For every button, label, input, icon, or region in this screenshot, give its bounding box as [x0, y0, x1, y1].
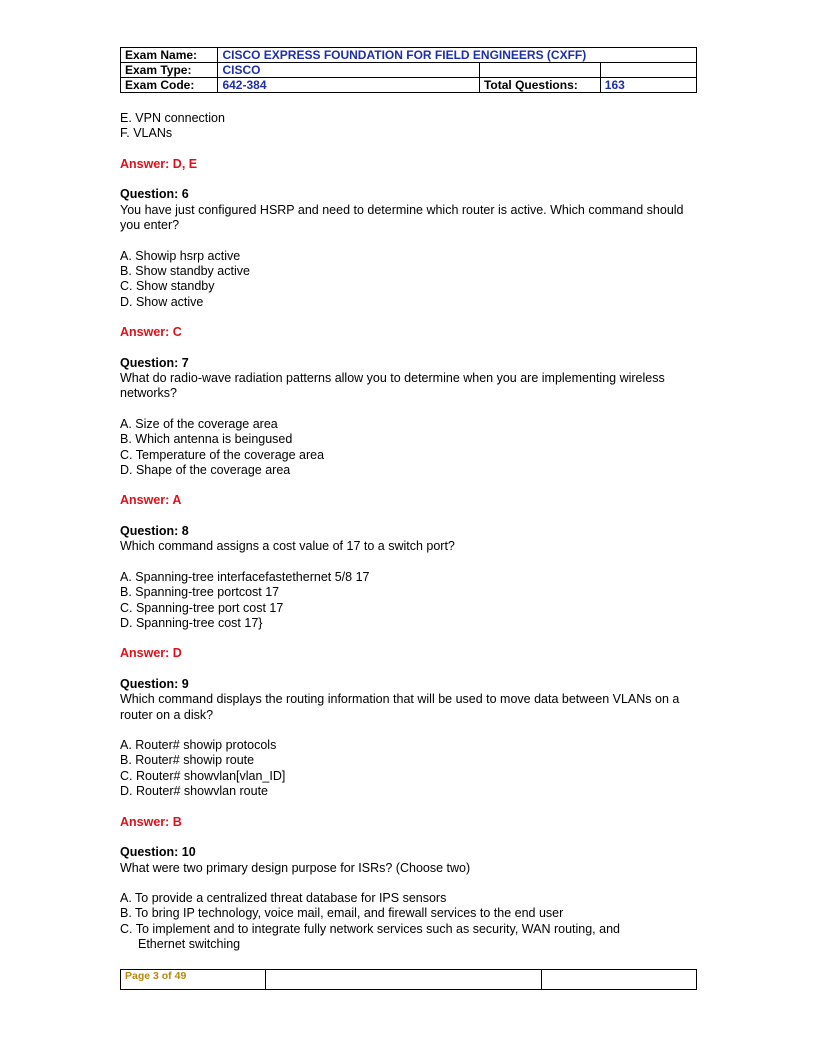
q6-option-c: C. Show standby	[120, 279, 215, 294]
exam-code-label: Exam Code:	[121, 78, 218, 93]
q7-option-d: D. Shape of the coverage area	[120, 462, 291, 477]
q8-option-c: C. Spanning-tree port cost 17	[120, 600, 284, 615]
q6-option-a: A. Showip hsrp active	[120, 248, 241, 263]
question-8-label: Question: 8	[120, 524, 189, 539]
question-7-text: What do radio-wave radiation patterns allow you to determine when you are implementing wireless networks?	[120, 371, 665, 401]
q7-option-b: B. Which antenna is beingused	[120, 432, 293, 447]
exam-type-value: CISCO	[218, 63, 480, 78]
question-9-text: Which command displays the routing information that will be used to move data between VLANs on a router on a disk?	[120, 692, 680, 722]
q10-option-b: B. To bring IP technology, voice mail, email, and firewall services to the end user	[120, 906, 564, 921]
q9-option-d: D. Router# showvlan route	[120, 784, 268, 799]
q9-option-c: C. Router# showvlan[vlan_ID]	[120, 768, 286, 783]
q8-option-d: D. Spanning-tree cost 17}	[120, 615, 263, 630]
exam-type-label: Exam Type:	[121, 63, 218, 78]
exam-header-table	[120, 47, 697, 93]
exam-name-label: Exam Name:	[121, 48, 218, 63]
option-e: E. VPN connection	[120, 111, 225, 125]
page-footer-table	[120, 969, 697, 990]
page-number: Page 3 of 49	[121, 970, 266, 990]
q9-option-b: B. Router# showip route	[120, 753, 255, 768]
footer-empty-cell	[542, 970, 697, 990]
total-questions-value: 163	[600, 78, 696, 93]
option-f: F. VLANs	[120, 126, 173, 141]
answer-q7: Answer: A	[120, 493, 182, 508]
q8-option-b: B. Spanning-tree portcost 17	[120, 585, 280, 600]
exam-code-value: 642-384	[218, 78, 480, 93]
question-10-text: What were two primary design purpose for ISRs? (Choose two)	[120, 860, 471, 875]
question-6-text: You have just configured HSRP and need to determine which router is active. Which command should you enter?	[120, 202, 684, 233]
header-empty-cell	[479, 63, 600, 78]
total-questions-label: Total Questions:	[479, 78, 600, 93]
footer-empty-cell	[266, 970, 542, 990]
q7-option-c: C. Temperature of the coverage area	[120, 447, 325, 462]
question-6-label: Question: 6	[120, 187, 189, 202]
question-10-label: Question: 10	[120, 845, 196, 860]
document-body	[120, 111, 700, 952]
q7-option-a: A. Size of the coverage area	[120, 416, 278, 431]
q6-option-b: B. Show standby active	[120, 263, 250, 278]
q9-option-a: A. Router# showip protocols	[120, 738, 277, 753]
q10-option-a: A. To provide a centralized threat database for IPS sensors	[120, 891, 447, 906]
header-empty-cell	[600, 63, 696, 78]
answer-q8: Answer: D	[120, 646, 182, 661]
exam-name-value: CISCO EXPRESS FOUNDATION FOR FIELD ENGINEERS (CXFF)	[218, 48, 697, 63]
q6-option-d: D. Show active	[120, 294, 204, 309]
q10-option-c: C. To implement and to integrate fully network services such as security, WAN routing, and	[120, 921, 620, 936]
answer-q6: Answer: C	[120, 325, 182, 340]
answer-q5: Answer: D, E	[120, 156, 198, 171]
question-9-label: Question: 9	[120, 676, 189, 691]
q10-option-c-continued: Ethernet switching	[138, 937, 241, 952]
q8-option-a: A. Spanning-tree interfacefastethernet 5/8 17	[120, 569, 370, 584]
answer-q9: Answer: B	[120, 814, 182, 829]
question-8-text: Which command assigns a cost value of 17 to a switch port?	[120, 539, 455, 554]
question-7-label: Question: 7	[120, 355, 189, 370]
